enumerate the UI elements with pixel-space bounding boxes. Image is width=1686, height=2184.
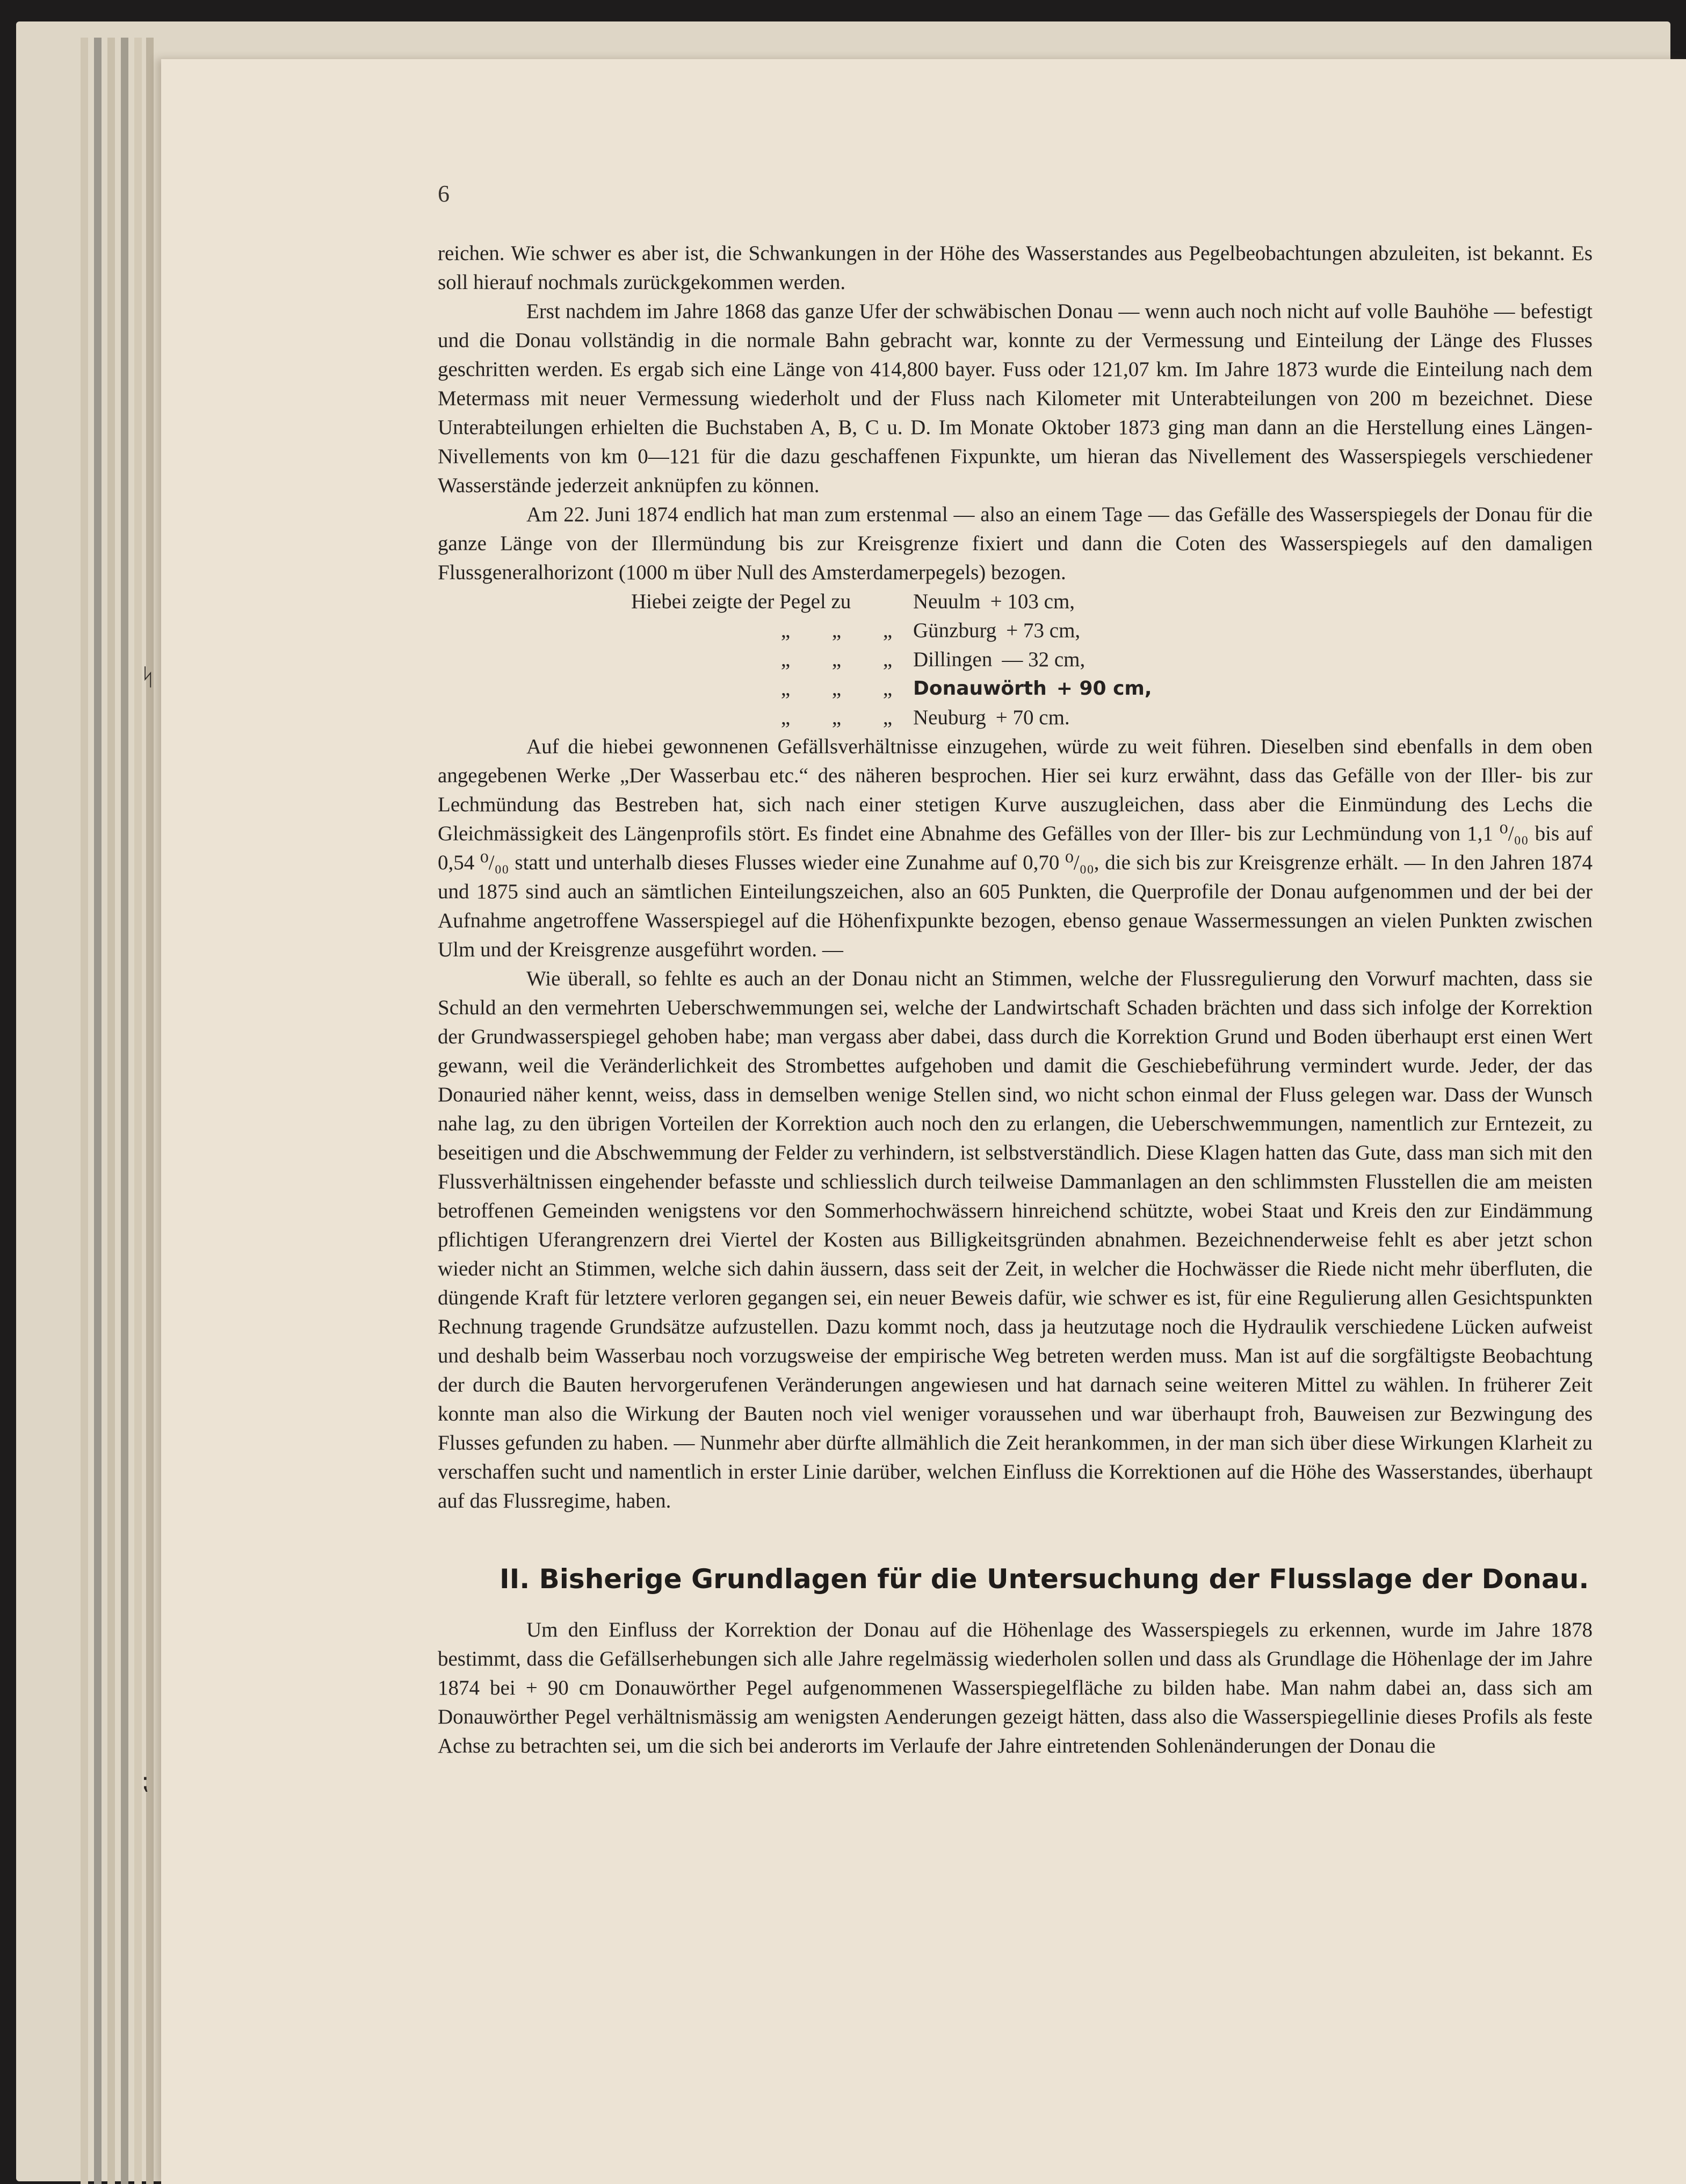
gauge-row xyxy=(631,645,1593,674)
paragraphs-before xyxy=(438,239,1593,587)
paragraph: Wie überall, so fehlte es auch an der Donau nicht an Stimmen, welche der Flussregulierung den Vorwurf machten, dass sie Schuld an den vermehrten Ueberschwemmungen sei, welche der Landwirtschaft Schaden brächten und dass sich infolge der Korrektion der Grundwasserspiegel gehoben habe; man vergass aber dabei, dass durch die Korrektion Grund und Boden überhaupt erst einen Wert gewann, weil die Veränderlichkeit des Strombettes aufgehoben und damit die Geschiebeführung vermindert wurde. Jeder, der das Donauried näher kennt, weiss, dass in demselben wenige Stellen sind, wo nicht schon einmal der Fluss gelegen war. Dass der Wunsch nahe lag, zu den übrigen Vorteilen der Korrektion auch noch den zu erlangen, die Ueberschwemmungen, namentlich zur Erntezeit, zu beseitigen und die Abschwemmung der Felder zu verhindern, ist selbstverständlich. Diese Klagen hatten das Gute, dass man sich mit den Flussverhältnissen eingehender befasste und schliesslich durch teilweise Dammanlagen an den schlimmsten Flusstellen die am meisten betroffenen Gemeinden wenigstens vor den Sommerhochwässern hinreichend schützte, wobei Staat und Kreis den zur Eindämmung pflichtigen Uferangrenzern drei Viertel der Kosten aus Billigkeitsgründen abnahmen. Bezeichnenderweise fehlt es aber jetzt schon wieder nicht an Stimmen, welche sich dahin äussern, dass seit der Zeit, in welcher die Hochwässer die Riede nicht mehr überfluten, die düngende Kraft für letztere verloren gegangen sei, ein neuer Beweis dafür, wie schwer es ist, für eine Regulierung allen Gesichtspunkten Rechnung tragende Grundsätze aufzustellen. Dazu kommt noch, dass ja heutzutage noch die Hydraulik verschiedene Lücken aufweist und deshalb beim Wasserbau noch vorzugsweise der empirische Weg betreten werden muss. Man ist auf die sorgfältigste Beobachtung der durch die Bauten hervorgerufenen Veränderungen angewiesen und hat darnach seine weiteren Mittel zu wählen. In früherer Zeit konnte man also die Wirkung der Bauten noch viel weniger voraussehen und war überhaupt froh, Bauweisen zur Bezwingung des Flusses gefunden zu haben. — Nunmehr aber dürfte allmählich die Zeit herankommen, in der man sich über diese Wirkungen Klarheit zu verschaffen sucht und namentlich in erster Linie darüber, welchen Einfluss die Korrektionen auf die Höhe des Wasserstandes, überhaupt auf das Flussregime, haben. xyxy=(438,967,1593,1512)
ditto-mark: „ xyxy=(882,677,893,700)
page-edge-strip xyxy=(146,38,154,2184)
gauge-row xyxy=(631,703,1593,732)
ditto-mark: „ xyxy=(882,706,893,729)
page-edge-strip xyxy=(107,38,115,2184)
gauge-list xyxy=(631,587,1593,732)
gauge-row xyxy=(631,616,1593,645)
gauge-row xyxy=(631,674,1593,703)
gauge-intro: Hiebei zeigte der Pegel zu xyxy=(631,590,851,613)
margin-mark: ᛋ xyxy=(141,664,155,691)
gauge-value-bold: + 90 cm, xyxy=(1056,677,1152,700)
ditto-mark: „ xyxy=(831,706,842,729)
paragraph: Am 22. Juni 1874 endlich hat man zum erstenmal — also an einem Tage — das Gefälle des Wasserspiegels der Donau für die ganze Länge von der Illermündung bis zur Kreisgrenze fixiert und dann die Coten des Wasserspiegels auf den damaligen Flussgeneralhorizont (1000 m über Null des Amsterdamerpegels) bezogen. xyxy=(438,503,1593,584)
ditto-mark: „ xyxy=(780,677,791,700)
paragraph: Um den Einfluss der Korrektion der Donau auf die Höhenlage des Wasserspiegels zu erkennen, wurde im Jahre 1878 bestimmt, dass die Gefällserhebungen sich alle Jahre regelmässig wiederholen sollen und dass als Grundlage die Höhenlage der im Jahre 1874 bei + 90 cm Donauwörther Pegel aufgenommenen Wasserspiegelfläche zu bilden habe. Man nahm dabei an, dass sich am Donauwörther Pegel verhältnismässig am wenigsten Aenderungen gezeigt hätten, dass also die Wasserspiegellinie dieses Profils als feste Achse zu betrachten sei, um die sich bei anderorts im Verlaufe der Jahre eintretenden Sohlenänderungen der Donau die xyxy=(438,1618,1593,1757)
ditto-mark: „ xyxy=(780,619,791,642)
paragraph: Auf die hiebei gewonnenen Gefällsverhältnisse einzugehen, würde zu weit führen. Dieselben sind ebenfalls in dem oben angegebenen Werke „Der Wasserbau etc.“ des näheren besprochen. Hier sei kurz erwähnt, dass das Gefälle von der Iller- bis zur Lechmündung das Bestreben hat, sich nach einer stetigen Kurve auszugleichen, dass aber die Einmündung des Lechs die Gleichmässigkeit des Längenprofils stört. Es findet eine Abnahme des Gefälles von der Iller- bis zur Lechmündung von 1,1 ⁰/₀₀ bis auf 0,54 ⁰/₀₀ statt und unterhalb dieses Flusses wieder eine Zunahme auf 0,70 ⁰/₀₀, die sich bis zur Kreisgrenze erhält. — In den Jahren 1874 und 1875 sind auch an sämtlichen Einteilungszeichen, also an 605 Punkten, die Querprofile der Donau aufgenommen und der bei der Aufnahme angetroffene Wasserspiegel auf die Höhenfixpunkte bezogen, ebenso genaue Wassermessungen an vielen Punkten zwischen Ulm und der Kreisgrenze ausgeführt worden. — xyxy=(438,735,1593,961)
text-body xyxy=(438,239,1593,1761)
page-edge-strip xyxy=(81,38,88,2184)
gauge-name-bold: Donauwörth xyxy=(913,677,1047,700)
page-edge-strip xyxy=(94,38,102,2184)
ditto-mark: „ xyxy=(882,619,893,642)
section-paragraphs xyxy=(438,1616,1593,1761)
gauge-name: Neuburg xyxy=(913,706,986,729)
gauge-name: Neuulm xyxy=(913,590,981,613)
gauge-value: — 32 cm, xyxy=(1002,648,1086,671)
book-page xyxy=(161,59,1686,2184)
ditto-mark: „ xyxy=(831,648,842,671)
paragraph: reichen. Wie schwer es aber ist, die Schwankungen in der Höhe des Wasserstandes aus Pegelbeobachtungen abzuleiten, ist bekannt. Es soll hierauf nochmals zurückgekommen werden. xyxy=(438,242,1593,294)
margin-mark: ⁏ xyxy=(141,1768,149,1795)
page-edge-strip xyxy=(134,38,142,2184)
ditto-mark: „ xyxy=(882,648,893,671)
gauge-name: Günzburg xyxy=(913,619,997,642)
paragraph: Erst nachdem im Jahre 1868 das ganze Ufer der schwäbischen Donau — wenn auch noch nicht auf volle Bauhöhe — befestigt und die Donau vollständig in die normale Bahn gebracht war, konnte zu der Vermessung und Einteilung der Länge des Flusses geschritten werden. Es ergab sich eine Länge von 414,800 bayer. Fuss oder 121,07 km. Im Jahre 1873 wurde die Einteilung nach dem Metermass mit neuer Vermessung wiederholt und der Fluss nach Kilometer mit Unterabteilungen von 200 m bezeichnet. Diese Unterabteilungen erhielten die Buchstaben A, B, C u. D. Im Monate Oktober 1873 ging man dann an die Herstellung eines Längen-Nivellements von km 0—121 für die dazu geschaffenen Fixpunkte, um hieran das Nivellement des Wasserspiegels verschiedener Wasserstände jederzeit anknüpfen zu können. xyxy=(438,300,1593,497)
page-edge-strip xyxy=(121,38,128,2184)
ditto-mark: „ xyxy=(831,677,842,700)
page-number: 6 xyxy=(438,181,450,207)
ditto-mark: „ xyxy=(831,619,842,642)
gauge-value: + 103 cm, xyxy=(990,590,1075,613)
ditto-mark: „ xyxy=(780,648,791,671)
ditto-mark: „ xyxy=(780,706,791,729)
paragraphs-after xyxy=(438,732,1593,1516)
gauge-value: + 73 cm, xyxy=(1006,619,1081,642)
gauge-name: Dillingen xyxy=(913,648,993,671)
section-heading: II. Bisherige Grundlagen für die Untersuchung der Flusslage der Donau. xyxy=(500,1563,1589,1595)
gauge-value: + 70 cm. xyxy=(995,706,1070,729)
gauge-row xyxy=(631,587,1593,616)
